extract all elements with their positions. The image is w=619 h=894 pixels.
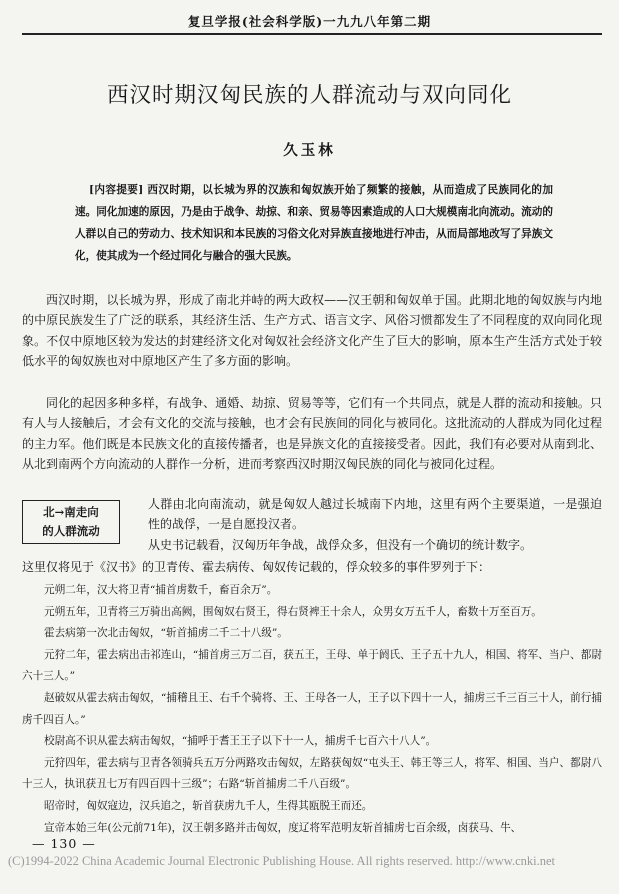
section-intro-paragraph-2: 从史书记载看，汉匈历年争战，战俘众多，但没有一个确切的统计数字。 [148,537,533,552]
captive-records-list [22,580,602,839]
record-item: 赵破奴从霍去病击匈奴，“捕稽且王、右千个骑将、王、王母各一人，王子以下四十一人，捕虏三千三百三十人，前行捕虏千四百人。” [22,691,602,726]
article-title: 西汉时期汉匈民族的人群流动与双向同化 [106,83,512,108]
section-intro-text [148,494,602,555]
body-paragraph: 西汉时期，以长城为界，形成了南北并峙的两大政权——汉王朝和匈奴单于国。此期北地的匈奴族与内地的中原民族发生了广泛的联系，其经济生活、生产方式、语言文字、风俗习惯都发生了不同程度的双向同化现象。不仅中原地区较为发达的封建经济文化对匈奴社会经济文化产生了巨大的影响，原本生产生活方式处于较低水平的匈奴族也对中原地区产生了多方面的影响。 [22,293,602,369]
body-paragraph-1-block [22,290,602,372]
page-number: — 130 — [32,836,96,851]
section-heading-box [22,500,120,544]
record-item: 元狩四年，霍去病与卫青各领骑兵五万分两路攻击匈奴，左路获匈奴“屯头王、韩王等三人，将军、相国、当户、都尉八十三人，执讯获丑七万有四百四十三级”；右路“斩首捕虏二千八百级”。 [22,756,602,791]
article-author: 久玉林 [283,142,336,159]
record-item: 元朔五年，卫青将三万骑出高阙，围匈奴右贤王，得右贤裨王十余人，众男女万五千人，畜数十万至百万。 [44,605,542,618]
section-intro-paragraph-1: 人群由北向南流动，就是匈奴人越过长城南下内地，这里有两个主要渠道，一是强迫性的战俘，一是自愿投汉者。 [148,497,602,532]
record-item: 元狩二年，霍去病出击祁连山，“捕首虏三万二百，获五王，王母、单于阏氏、王子五十九人，相国、将军、当户、都尉六十三人。” [22,648,602,683]
section-heading-line-2: 的人群流动 [42,524,100,538]
body-paragraph: 同化的起因多种多样，有战争、通婚、劫掠、贸易等等，它们有一个共同点，就是人群的流动和接触。只有人与人接触后，才会有文化的交流与接触，也才会有民族间的同化与被同化。这批流动的人群成为同化过程的主力军。他们既是本民族文化的直接传播者，也是异族文化的直接接受者。因此，我们有必要对从南到北、从北到南两个方向流动的人群作一分析，进而考察西汉时期汉匈民族的同化与被同化过程。 [22,396,602,472]
record-item: 昭帝时，匈奴寇边，汉兵追之，斩首获虏九千人，生得其瓯脱王而还。 [44,799,373,812]
journal-running-header: 复旦学报(社会科学版)一九九八年第二期 [187,14,432,29]
section-intro-paragraph-3: 这里仅将见于《汉书》的卫青传、霍去病传、匈奴传记载的，俘众较多的事件罗列于下： [22,560,491,574]
record-item: 霍去病第一次北击匈奴，“斩首捕虏二千二十八级”。 [44,627,288,640]
section-heading-line-1: 北→南走向 [43,505,99,519]
section-intro-continued [22,557,602,577]
copyright-notice: (C)1994-2022 China Academic Journal Electronic Publishing House. All rights reserved. http://www.cnki.net [8,854,556,868]
abstract [75,179,553,267]
body-paragraph-2-block [22,393,602,475]
record-item: 元朔二年，汉大将卫青“捕首虏数千，畜百余万”。 [44,584,278,596]
record-item: 宣帝本始三年(公元前71年)，汉王朝多路并击匈奴，度辽将军范明友斩首捕虏七百余级，卤获马、牛、 [44,821,522,834]
abstract-text: 西汉时期，以长城为界的汉族和匈奴族开始了频繁的接触，从而造成了民族同化的加速。同化加速的原因，乃是由于战争、劫掠、和亲、贸易等因素造成的人口大规模南北向流动。流动的人群以自己的劳动力、技术知识和本民族的习俗文化对异族直接地进行冲击，从而局部地改写了异族文化，使其成为一个经过同化与融合的强大民族。 [75,184,553,262]
abstract-tag: [内容提要] [89,184,144,196]
header-rule [22,33,602,35]
record-item: 校尉高不识从霍去病击匈奴，“捕呼于耆王王子以下十一人，捕虏千七百六十八人”。 [44,735,437,748]
